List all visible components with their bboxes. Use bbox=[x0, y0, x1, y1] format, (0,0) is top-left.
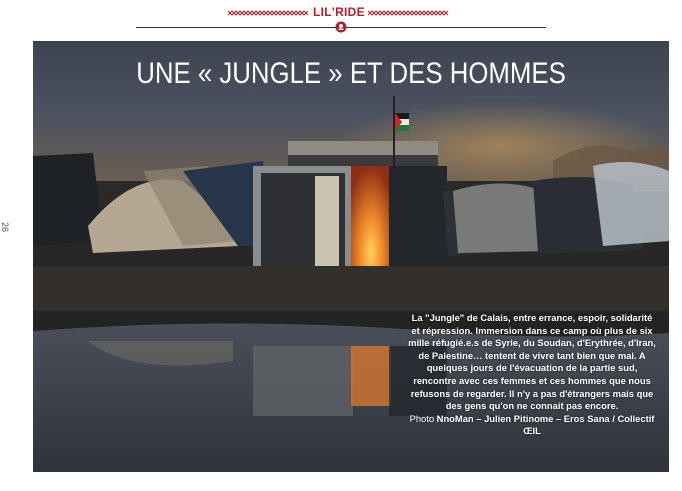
header-rule-left bbox=[136, 27, 336, 28]
section-header bbox=[0, 0, 682, 40]
page-number: 26 bbox=[0, 222, 10, 233]
zigzag-ornament-right bbox=[368, 10, 450, 16]
camp-photo bbox=[33, 41, 669, 472]
section-title: LIL'RIDE bbox=[313, 5, 365, 19]
emblem-logo-icon bbox=[335, 21, 347, 33]
palestinian-flag-icon bbox=[395, 113, 409, 131]
zigzag-ornament-left bbox=[228, 10, 308, 16]
article-title: UNE « JUNGLE » ET DES HOMMES bbox=[136, 57, 566, 90]
caption-text: La "Jungle" de Calais, entre errance, espoir, solidarité et répression. Immersion dans ce camp où plus de six mille réfugié.e.s de Syrie, du Soudan, d'Erythrée, d'Iran, de Palestine… tentent de vivre tant bien que mal. A quelques jours de l'évacuation de la partie sud, rencontre avec ces femmes et ces hommes que nous refusons de regarder. Il n'y a pas d'étrangers mais que des gens qu'on ne connait pas encore. bbox=[408, 312, 656, 412]
header-rule-right bbox=[346, 27, 546, 28]
credit-prefix: Photo bbox=[409, 412, 435, 424]
photo-caption bbox=[407, 312, 657, 438]
photo-credit: NnoMan – Julien Pitinome – Eros Sana / Collectif ŒIL bbox=[436, 412, 655, 437]
